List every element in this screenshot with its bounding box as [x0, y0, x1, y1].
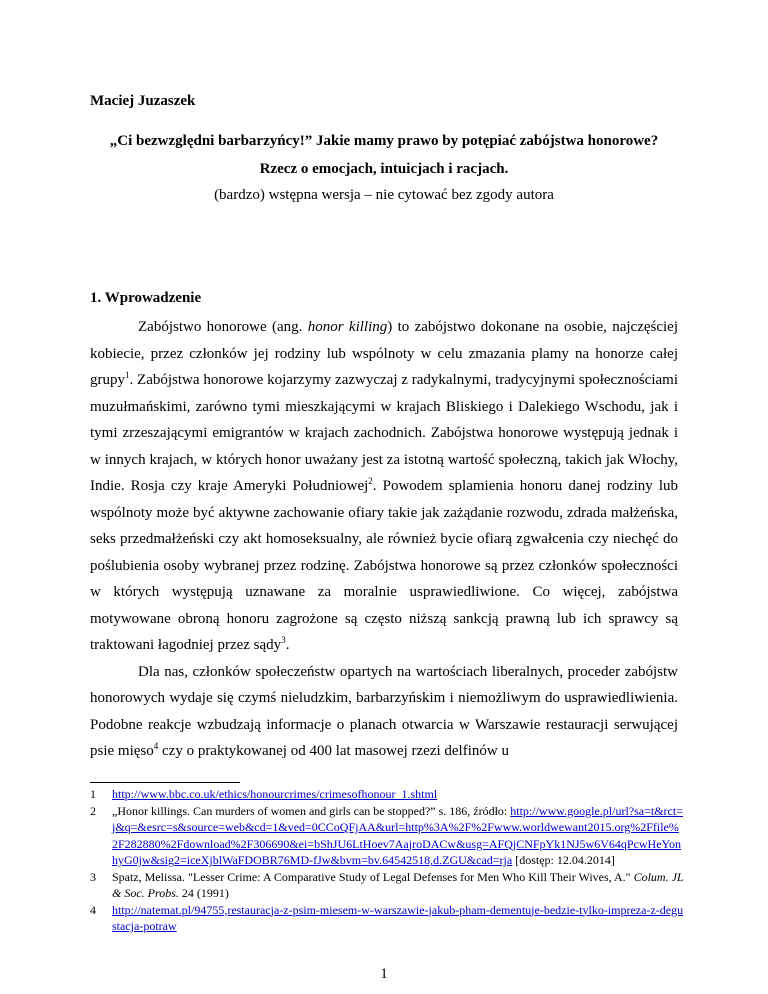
footnote-ref-3[interactable]: 3	[281, 635, 286, 645]
footnote-3: 3 Spatz, Melissa. "Lesser Crime: A Comparative Study of Legal Defenses for Men Who Kill Their Wives, A." Colum. JL & Soc. Probs. 24 (1991)	[90, 869, 684, 900]
title-line-2: Rzecz o emocjach, intuicjach i racjach.	[259, 161, 509, 177]
footnote-4: 4 http://natemat.pl/94755,restauracja-z-psim-miesem-w-warszawie-jakub-pham-dementuje-bedzie-tylko-impreza-z-degustacja-potraw	[90, 902, 684, 933]
footnote-ref-1[interactable]: 1	[125, 370, 130, 380]
footnote-separator	[90, 782, 240, 783]
footnote-2: 2 „Honor killings. Can murders of women and girls can be stopped?” s. 186, źródło: http://www.google.pl/url?sa=t&rct=j&q=&esrc=s&source=web&cd=1&ved=0CCoQFjAA&url=http%3A%2F%2Fwww.worldwewant2015.org%2Ffile%2F282880%2Fdownload%2F306690&ei=bShJU6LtHoev7AajroDACw&usg=AFQjCNFpYk1NJ5w6V64qPcwHeYonhyG0jw&sig2=iceXjblWaFDOBR76MD-fJw&bvm=bv.64542518,d.ZGU&cad=rja [dostęp: 12.04.2014]	[90, 803, 683, 867]
subtitle: (bardzo) wstępna wersja – nie cytować bez zgody autora	[214, 187, 554, 203]
title-line-1: „Ci bezwzględni barbarzyńcy!” Jakie mamy prawo by potępiać zabójstwa honorowe?	[109, 133, 659, 149]
footnote-2-link[interactable]: http://www.google.pl/url?sa=t&rct=j&q=&esrc=s&source=web&cd=1&ved=0CCoQFjAA&url=http%3A%2F%2Fwww.worldwewant2015.org%2Ffile%2F282880%2Fdownload%2F306690&ei=bShJU6LtHoev7AajroDACw&usg=AFQjCNFpYk1NJ5w6V64qPcwHeYonhyG0jw&sig2=iceXjblWaFDOBR76MD-fJw&bvm=bv.64542518,d.ZGU&cad=rja	[112, 803, 683, 867]
page-number: 1	[380, 966, 388, 982]
footnote-1-link[interactable]: http://www.bbc.co.uk/ethics/honourcrimes/crimesofhonour_1.shtml	[112, 787, 438, 801]
section-heading: 1. Wprowadzenie	[90, 290, 202, 306]
footnote-ref-2[interactable]: 2	[368, 476, 373, 486]
paragraph-2: Dla nas, członków społeczeństw opartych na wartościach liberalnych, proceder zabójstw honorowych wydaje się czymś nieludzkim, barbarzyńskim i niemożliwym do usprawiedliwienia. Podobne reakcje wzbudzają informacje o planach otwarcia w Warszawie restauracji serwującej psie mięso$^4$ czy o praktykowanej od 400 lat masowej rzezi delfinów u	[90, 663, 678, 759]
footnote-1: 1 http://www.bbc.co.uk/ethics/honourcrimes/crimesofhonour_1.shtml	[90, 787, 438, 801]
paragraph-1: Zabójstwo honorowe (ang. honor killing) to zabójstwo dokonane na osobie, najczęściej kobiecie, przez członków jej rodziny lub wspólnoty w celu zmazania plamy na honorze całej grupy$^1$. Zabójstwa honorowe kojarzymy zazwyczaj z radykalnymi, tradycyjnymi społecznościami muzułmańskimi, zarówno tymi mieszkającymi w krajach Bliskiego i Dalekiego Wschodu, jak i tymi zrzeszającymi emigrantów w krajach zachodnich. Zabójstwa honorowe występują jednak i w innych krajach, w których honor uważany jest za istotną wartość społeczną, takich jak Włochy, Indie. Rosja czy kraje Ameryki Południowej$^2$. Powodem splamienia honoru danej rodziny lub wspólnoty może być aktywne zachowanie ofiary takie jak zażądanie rozwodu, zdrada małżeńska, seks przedmałżeński czy akt homoseksualny, ale również bycie ofiarą zgwałcenia czy niechęć do poślubienia osoby wybranej przez rodzinę. Zabójstwa honorowe są przez członków społeczności w których występują uznawane za moralnie usprawiedliwione. Co więcej, zabójstwa motywowane obroną honoru zagrożone są często niższą sankcją prawną lub ich sprawcy są traktowani łagodniej przez sądy$^3$.	[90, 319, 679, 653]
footnote-4-link[interactable]: http://natemat.pl/94755,restauracja-z-psim-miesem-w-warszawie-jakub-pham-dementuje-bedzie-tylko-impreza-z-degustacja-potraw	[112, 902, 684, 933]
author-name: Maciej Juzaszek	[90, 93, 196, 109]
body-text	[90, 314, 678, 765]
footnotes	[90, 786, 684, 935]
footnote-ref-4[interactable]: 4	[153, 741, 159, 751]
